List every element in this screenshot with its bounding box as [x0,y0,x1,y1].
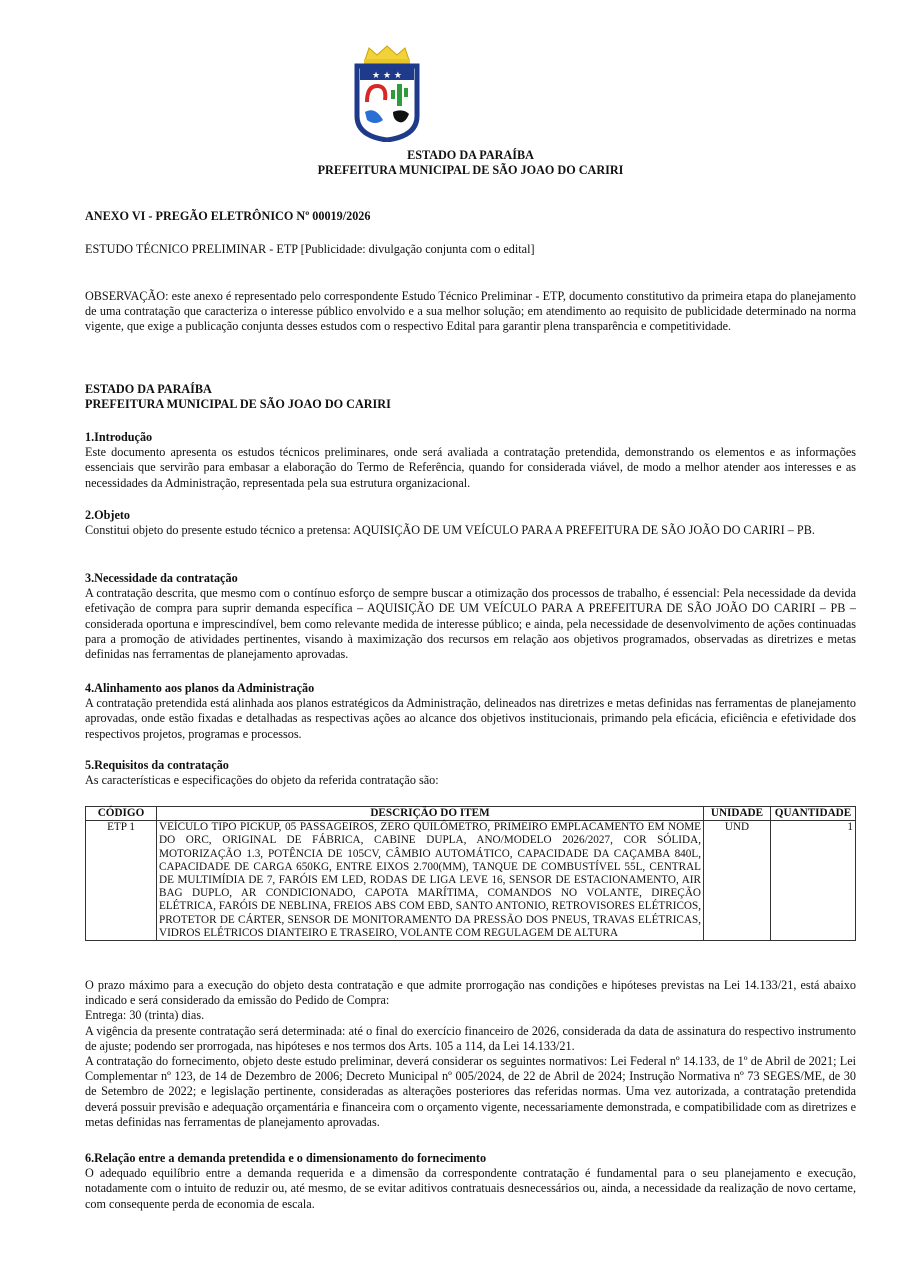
validity-paragraph: A vigência da presente contratação será determinada: até o final do exercício financeiro de 2026, considerada da data de assinatura do respectivo instrumento de ajuste; podendo ser prorrogada, nas hipóteses e nos termos dos Arts. 105 a 114, da Lei 14.133/21. [85,1023,856,1053]
section-title: 6.Relação entre a demanda pretendida e o dimensionamento do fornecimento [85,1151,487,1165]
deadline-paragraph: O prazo máximo para a execução do objeto desta contratação e que admite prorrogação nas condições e hipóteses previstas na Lei 14.133/21, está abaixo indicado e será considerado da emissão do Pedido de Compra: [85,978,856,1008]
regulations-paragraph: A contratação do fornecimento, objeto deste estudo preliminar, deverá considerar os seguintes normativos: Lei Federal nº 14.133, de 1º de Abril de 2021; Lei Complementar nº 123, de 14 de Dezembro de 2006; Decreto Municipal nº 005/2024, de 22 de Abril de 2024; Instrução Normativa nº 73 SEGES/ME, de 30 de Setembro de 2022; e legislação pertinente, consideradas as alterações posteriores das referidas normas. Uma vez autorizada, a contratação pretendida deverá possuir previsão e adequação orçamentária e financeira com o orçamento vigente, necessariamente demonstrada, e compatibilidade com as diretrizes e metas definidas nas ferramentas de planejamento aprovadas. [85,1054,856,1129]
municipality-name-repeat: PREFEITURA MUNICIPAL DE SÃO JOAO DO CARIRI [85,397,391,412]
cell-code: ETP 1 [86,821,157,941]
table-header-row [86,807,856,821]
cell-unit: UND [704,821,771,941]
section-title: 2.Objeto [85,508,131,522]
column-header-description: DESCRIÇÃO DO ITEM [157,807,704,821]
section-alignment [85,681,856,742]
table-row [86,821,856,941]
items-table [85,806,856,941]
svg-text:★ ★ ★: ★ ★ ★ [372,71,402,81]
state-name: ESTADO DA PARAÍBA [407,148,534,162]
section-intro: As características e especificações do objeto da referida contratação são: [85,773,439,788]
section-body: Constitui objeto do presente estudo técnico a pretensa: AQUISIÇÃO DE UM VEÍCULO PARA A PREFEITURA DE SÃO JOÃO DO CARIRI – PB. [85,523,815,538]
cell-quantity: 1 [771,821,856,941]
section-title: 5.Requisitos da contratação [85,758,229,772]
document-subtitle: ESTUDO TÉCNICO PRELIMINAR - ETP [Publicidade: divulgação conjunta com o edital] [85,242,535,256]
municipal-coat-of-arms [347,44,427,142]
section-body: A contratação descrita, que mesmo com o contínuo esforço de sempre buscar a otimização dos processos de trabalho, é essencial: Pela necessidade da devida efetivação de compra para suprir demanda específica – AQUISIÇÃO DE UM VEÍCULO PARA A PREFEITURA DE SÃO JOÃO DO CARIRI – PB – considerada oportuna e imprescindível, bem como relevante medida de interesse público; e ainda, pela necessidade de desenvolvimento de ações continuadas para a promoção de atividades pertinentes, visando à maximização dos recursos em relação aos objetivos programados, observadas as diretrizes e metas definidas nas ferramentas de planejamento aprovadas. [85,586,856,662]
section-introduction [85,430,856,491]
cell-description: VEÍCULO TIPO PICKUP, 05 PASSAGEIROS, ZERO QUILÔMETRO, PRIMEIRO EMPLACAMENTO EM NOME DO ORC, ORIGINAL DE FÁBRICA, CABINE DUPLA, ANO/MODELO 2026/2027, COR SÓLIDA, MOTORIZAÇÃO 1.3, POTÊNCIA DE 105CV, CÂMBIO AUTOMÁTICO, CAPACIDADE DA CAÇAMBA 840L, CAPACIDADE DE CARGA 650KG, ENTRE EIXOS 2.700(MM), TANQUE DE COMBUSTÍVEL 55L, CENTRAL DE MULTIMÍDIA DE 7, FARÓIS EM LED, RODAS DE LIGA LEVE 16, SENSOR DE ESTACIONAMENTO, AIR BAG DUPLO, AR CONDICIONADO, CAPOTA MARÍTIMA, COMANDOS NO VOLANTE, DIREÇÃO ELÉTRICA, FARÓIS DE NEBLINA, FREIOS ABS COM EBD, SANTO ANTONIO, RETROVISORES ELÉTRICOS, PROTETOR DE CÁRTER, SENSOR DE MONITORAMENTO DA PRESSÃO DOS PNEUS, TRAVAS ELÉTRICAS, VIDROS ELÉTRICOS DIANTEIRO E TRASEIRO, VOLANTE COM REGULAGEM DE ALTURA [157,821,704,941]
section-demand-relation [85,1151,856,1212]
column-header-quantity: QUANTIDADE [771,807,856,821]
section-body: O adequado equilíbrio entre a demanda requerida e a dimensão da correspondente contratação é fundamental para o seu planejamento e execução, notadamente com o intuito de reduzir ou, até mesmo, de se evitar aditivos contratuais desnecessários ou, ainda, a necessidade da realização de novo certame, com consequente perda de economia de escala. [85,1166,856,1211]
second-header [85,382,856,412]
annex-title: ANEXO VI - PREGÃO ELETRÔNICO Nº 00019/2026 [85,209,371,223]
section-requirements [85,758,856,788]
section-body: A contratação pretendida está alinhada aos planos estratégicos da Administração, delineados nas diretrizes e metas definidas nas ferramentas de planejamento aprovadas, onde estão fixadas e detalhadas as respectivas ações ao alcance dos objetivos institucionais, primando pela eficácia, eficiência e efetividade dos respectivos projetos, programas e processos. [85,696,856,741]
section-object [85,508,856,538]
document-header [85,148,856,178]
state-name-repeat: ESTADO DA PARAÍBA [85,382,212,396]
section-body: Este documento apresenta os estudos técnicos preliminares, onde será avaliada a contratação pretendida, demonstrando os elementos e as informações essenciais que servirão para embasar a elaboração do Termo de Referência, quando for considerada viável, de modo a melhor atender aos interesses e as necessidades da Administração, representada pela sua estrutura organizacional. [85,445,856,490]
column-header-unit: UNIDADE [704,807,771,821]
municipality-name: PREFEITURA MUNICIPAL DE SÃO JOAO DO CARIRI [317,163,624,178]
delivery-paragraph: Entrega: 30 (trinta) dias. [85,1008,205,1023]
column-header-code: CÓDIGO [86,807,157,821]
section-title: 1.Introdução [85,430,153,444]
section-need [85,571,856,662]
section-title: 3.Necessidade da contratação [85,571,238,585]
requirements-details [85,978,856,1130]
observation-paragraph: OBSERVAÇÃO: este anexo é representado pelo correspondente Estudo Técnico Preliminar - ETP, documento constitutivo da primeira etapa do planejamento de uma contratação que caracteriza o interesse público envolvido e a sua melhor solução; em atendimento ao requisito de publicidade determinado na norma vigente, que exige a publicação conjunta desses estudos com o respectivo Edital para garantir plena transparência e competitividade. [85,289,856,334]
section-title: 4.Alinhamento aos planos da Administração [85,681,315,695]
